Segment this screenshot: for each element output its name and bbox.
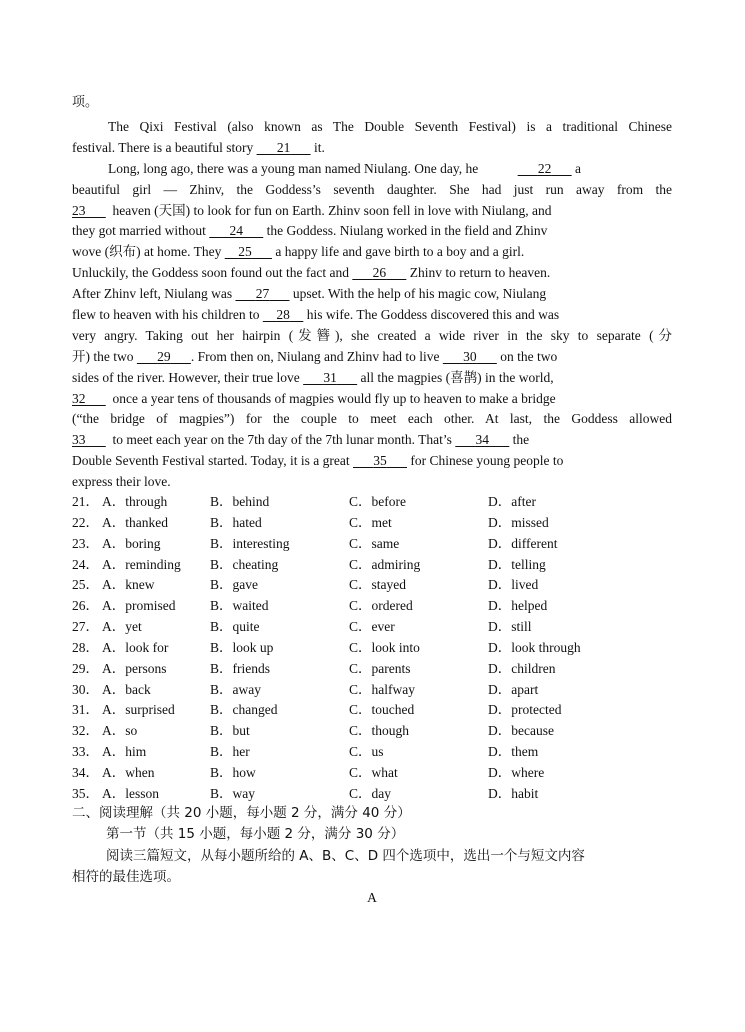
question-row: 24． A．reminding B．cheating C．admiring D．telling: [72, 556, 546, 572]
blank-25: 25: [238, 244, 252, 260]
passage-line: flew to heaven with his children to 28 his wife. The Goddess discovered this and was: [72, 305, 672, 326]
passage-line: wove (织布) at home. They 25 a happy life and gave birth to a boy and a girl.: [72, 242, 672, 263]
instruction: 阅读三篇短文，从每小题所给的 A、B、C、D 四个选项中，选出一个与短文内容: [106, 848, 585, 864]
blank-35: 35: [373, 453, 387, 469]
passage-line: express their love.: [72, 474, 171, 490]
section-title: 二、阅读理解（共 20 小题，每小题 2 分，满分 40 分）: [72, 805, 411, 821]
passage-line: 33 to meet each year on the 7th day of the 7th lunar month. That’s 34 the: [72, 430, 672, 451]
passage-line: 32 once a year tens of thousands of magpies would fly up to heaven to make a bridge: [72, 389, 672, 410]
passage-line: sides of the river. However, their true love 31 all the magpies (喜鹊) in the world,: [72, 368, 672, 389]
passage-line: 23 heaven (天国) to look for fun on Earth. Zhinv soon fell in love with Niulang, and: [72, 201, 672, 222]
top-fragment: 项。: [72, 95, 99, 110]
blank-31: 31: [323, 369, 337, 385]
blank-30: 30: [463, 348, 477, 364]
passage-line: very angry. Taking out her hairpin (发簪), she created a wide river in the sky to separate (分: [72, 327, 672, 343]
passage-line: they got married without 24 the Goddess. Niulang worked in the field and Zhinv: [72, 221, 672, 242]
question-row: 28． A．look for B．look up C．look into D．look through: [72, 639, 581, 655]
passage-line: After Zhinv left, Niulang was 27 upset. With the help of his magic cow, Niulang: [72, 284, 672, 305]
blank-26: 26: [372, 265, 387, 281]
blank-23: 23: [72, 202, 86, 218]
instruction-cont: 相符的最佳选项。: [72, 869, 180, 885]
question-row: 34． A．when B．how C．what D．where: [72, 764, 545, 780]
question-row: 32． A．so B．but C．though D．because: [72, 723, 554, 739]
blank-24: 24: [229, 223, 243, 239]
question-row: 33． A．him B．her C．us D．them: [72, 744, 539, 760]
blank-22: 22: [537, 160, 552, 176]
blank-33: 33: [72, 432, 86, 448]
question-row: 27． A．yet B．quite C．ever D．still: [72, 619, 532, 635]
blank-27: 27: [255, 286, 270, 302]
question-row: 25． A．knew B．gave C．stayed D．lived: [72, 577, 539, 593]
question-row: 22． A．thanked B．hated C．met D．missed: [72, 514, 549, 530]
question-row: 21． A．through B．behind C．before D．after: [72, 494, 536, 509]
passage-line: (“the bridge of magpies”) for the couple to meet each other. At last, the Goddess allowed: [72, 411, 672, 427]
question-row: 31． A．surprised B．changed C．touched D．protected: [72, 702, 562, 718]
blank-21: 21: [276, 139, 291, 155]
blank-32: 32: [72, 390, 86, 406]
blank-29: 29: [157, 348, 171, 364]
blank-28: 28: [276, 307, 290, 323]
passage-line: Double Seventh Festival started. Today, it is a great 35 for Chinese young people to: [72, 451, 672, 472]
subsection-title: 第一节（共 15 小题，每小题 2 分，满分 30 分）: [106, 826, 405, 842]
passage-line: Unluckily, the Goddess soon found out the fact and 26 Zhinv to return to heaven.: [72, 263, 672, 284]
question-row: 35． A．lesson B．way C．day D．habit: [72, 785, 539, 801]
passage-line: The Qixi Festival (also known as The Double Seventh Festival) is a traditional Chinese: [108, 119, 672, 134]
blank-34: 34: [475, 432, 490, 448]
options-list: [72, 492, 672, 805]
cloze-passage: [72, 117, 672, 493]
question-row: 29． A．persons B．friends C．parents D．children: [72, 660, 556, 676]
passage-line: festival. There is a beautiful story 21 it.: [72, 138, 672, 159]
passage-line: 开) the two 29 . From then on, Niulang and Zhinv had to live 30 on the two: [72, 347, 672, 368]
passage-line: beautiful girl — Zhinv, the Goddess’s seventh daughter. She had just run away from the: [72, 181, 672, 197]
passage-line: Long, long ago, there was a young man named Niulang. One day, he 22 a: [72, 159, 672, 180]
part-label: A: [367, 890, 377, 905]
question-row: 23． A．boring B．interesting C．same D．different: [72, 535, 558, 551]
question-row: 30． A．back B．away C．halfway D．apart: [72, 681, 539, 697]
question-row: 26． A．promised B．waited C．ordered D．helped: [72, 598, 548, 614]
